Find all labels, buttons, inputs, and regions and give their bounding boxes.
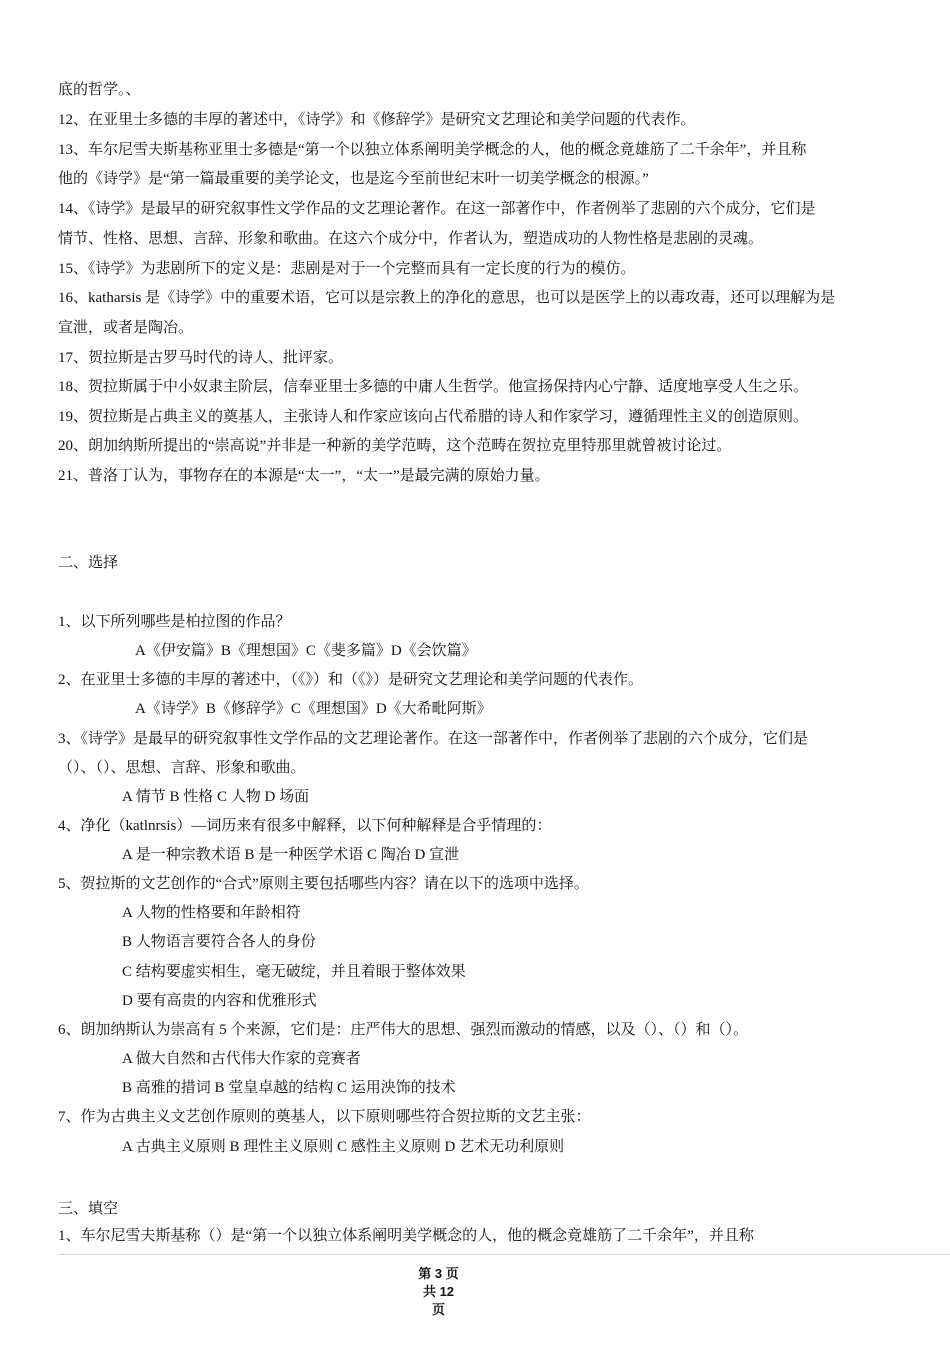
answer-option: B 人物语言要符合各人的身份 bbox=[122, 934, 316, 950]
answer-option: B 高雅的措词 B 堂皇卓越的结构 C 运用泱饰的技术 bbox=[122, 1080, 456, 1096]
text-line: 20、朗加纳斯所提出的“崇高说”并非是一种新的美学范畴，这个范畴在贺拉克里特那里就曾被讨论过。 bbox=[58, 438, 732, 454]
section-heading: 三、填空 bbox=[58, 1201, 119, 1217]
question: 5、贺拉斯的文艺创作的“合式”原则主要包括哪些内容？请在以下的选项中选择。 bbox=[58, 876, 589, 892]
answer-options: A 古典主义原则 B 理性主义原则 C 感性主义原则 D 艺术无功利原则 bbox=[122, 1139, 565, 1155]
question: 2、在亚里士多德的丰厚的著述中，（《》）和（《》）是研究文艺理论和美学问题的代表作。 bbox=[58, 672, 644, 688]
question: 3、《诗学》是最早的研究叙事性文学作品的文艺理论著作。在这一部著作中，作者例举了悲剧的六个成分，它们是 bbox=[58, 731, 809, 747]
text-line: 15、《诗学》为悲剧所下的定义是：悲剧是对于一个完整而具有一定长度的行为的模仿。 bbox=[58, 261, 636, 277]
page-number: 第 3 页 bbox=[418, 1266, 459, 1281]
section-heading: 二、选择 bbox=[58, 555, 119, 571]
text-line: 21、普洛丁认为，事物存在的本源是“太一”，“太一”是最完满的原始力量。 bbox=[58, 468, 550, 484]
question: 7、作为古典主义文艺创作原则的奠基人，以下原则哪些符合贺拉斯的文艺主张： bbox=[58, 1109, 591, 1125]
question: 4、净化（katlnrsis）—词历来有很多中解释，以下何种解释是合乎情理的： bbox=[58, 818, 552, 834]
footer-divider bbox=[58, 1254, 950, 1255]
question: 1、车尔尼雪夫斯基称（）是“第一个以独立体系阐明美学概念的人，他的概念竟雄筋了二千余年”，并且称 bbox=[58, 1228, 754, 1244]
text-line: 宣泄，或者是陶冶。 bbox=[58, 320, 194, 336]
page-suffix: 页 bbox=[431, 1302, 445, 1317]
text-line: 17、贺拉斯是古罗马时代的诗人、批评家。 bbox=[58, 350, 344, 366]
text-line: 16、katharsis 是《诗学》中的重要术语，它可以是宗教上的净化的意思，也可以是医学上的以毒攻毒，还可以理解为是 bbox=[58, 290, 836, 306]
answer-option: C 结构要虚实相生，毫无破绽，并且着眼于整体效果 bbox=[122, 964, 466, 980]
text-line: 13、车尔尼雪夫斯基称亚里士多德是“第一个以独立体系阐明美学概念的人，他的概念竟雄筋了二千余年”，并且称 bbox=[58, 142, 807, 158]
answer-option: D 要有高贵的内容和优雅形式 bbox=[122, 993, 317, 1009]
text-line: 18、贺拉斯属于中小奴隶主阶层，信奉亚里士多德的中庸人生哲学。他宣扬保持内心宁静、适度地享受人生之乐。 bbox=[58, 379, 809, 395]
answer-options: A 情节 B 性格 C 人物 D 场面 bbox=[122, 789, 310, 805]
text-line: 19、贺拉斯是占典主义的奠基人，主张诗人和作家应该向占代希腊的诗人和作家学习，遵循理性主义的创造原则。 bbox=[58, 409, 809, 425]
text-line: 底的哲学。、 bbox=[58, 82, 141, 98]
answer-option: A 人物的性格要和年龄相符 bbox=[122, 905, 301, 921]
text-line: 情节、性格、思想、言辞、形象和歌曲。在这六个成分中，作者认为，塑造成功的人物性格是悲剧的灵魂。 bbox=[58, 231, 764, 247]
text-line: 他的《诗学》是“第一篇最重要的美学论文，也是迄今至前世纪末叶一切美学概念的根源。” bbox=[58, 171, 649, 187]
question: 1、以下所列哪些是柏拉图的作品？ bbox=[58, 614, 291, 630]
answer-options: A《诗学》B《修辞学》C《理想国》D《大希毗阿斯》 bbox=[135, 701, 492, 717]
answer-options: A《伊安篇》B《理想国》C《斐多篇》D《会饮篇》 bbox=[135, 643, 477, 659]
text-line: 12、在亚里士多德的丰厚的著述中，《诗学》和《修辞学》是研究文艺理论和美学问题的代表作。 bbox=[58, 112, 696, 128]
question: 6、朗加纳斯认为崇高有 5 个来源，它们是：庄严伟大的思想、强烈而激动的情感，以及（）、（）和（）。 bbox=[58, 1022, 749, 1038]
answer-option: A 做大自然和古代伟大作家的竞赛者 bbox=[122, 1051, 361, 1067]
page-total: 共 12 bbox=[422, 1284, 455, 1299]
answer-options: A 是一种宗教术语 B 是一种医学术语 C 陶冶 D 宣泄 bbox=[122, 847, 460, 863]
text-line: 14、《诗学》是最早的研究叙事性文学作品的文艺理论著作。在这一部著作中，作者例举了悲剧的六个成分，它们是 bbox=[58, 201, 816, 217]
question: （）、（）、思想、言辞、形象和歌曲。 bbox=[58, 760, 306, 776]
